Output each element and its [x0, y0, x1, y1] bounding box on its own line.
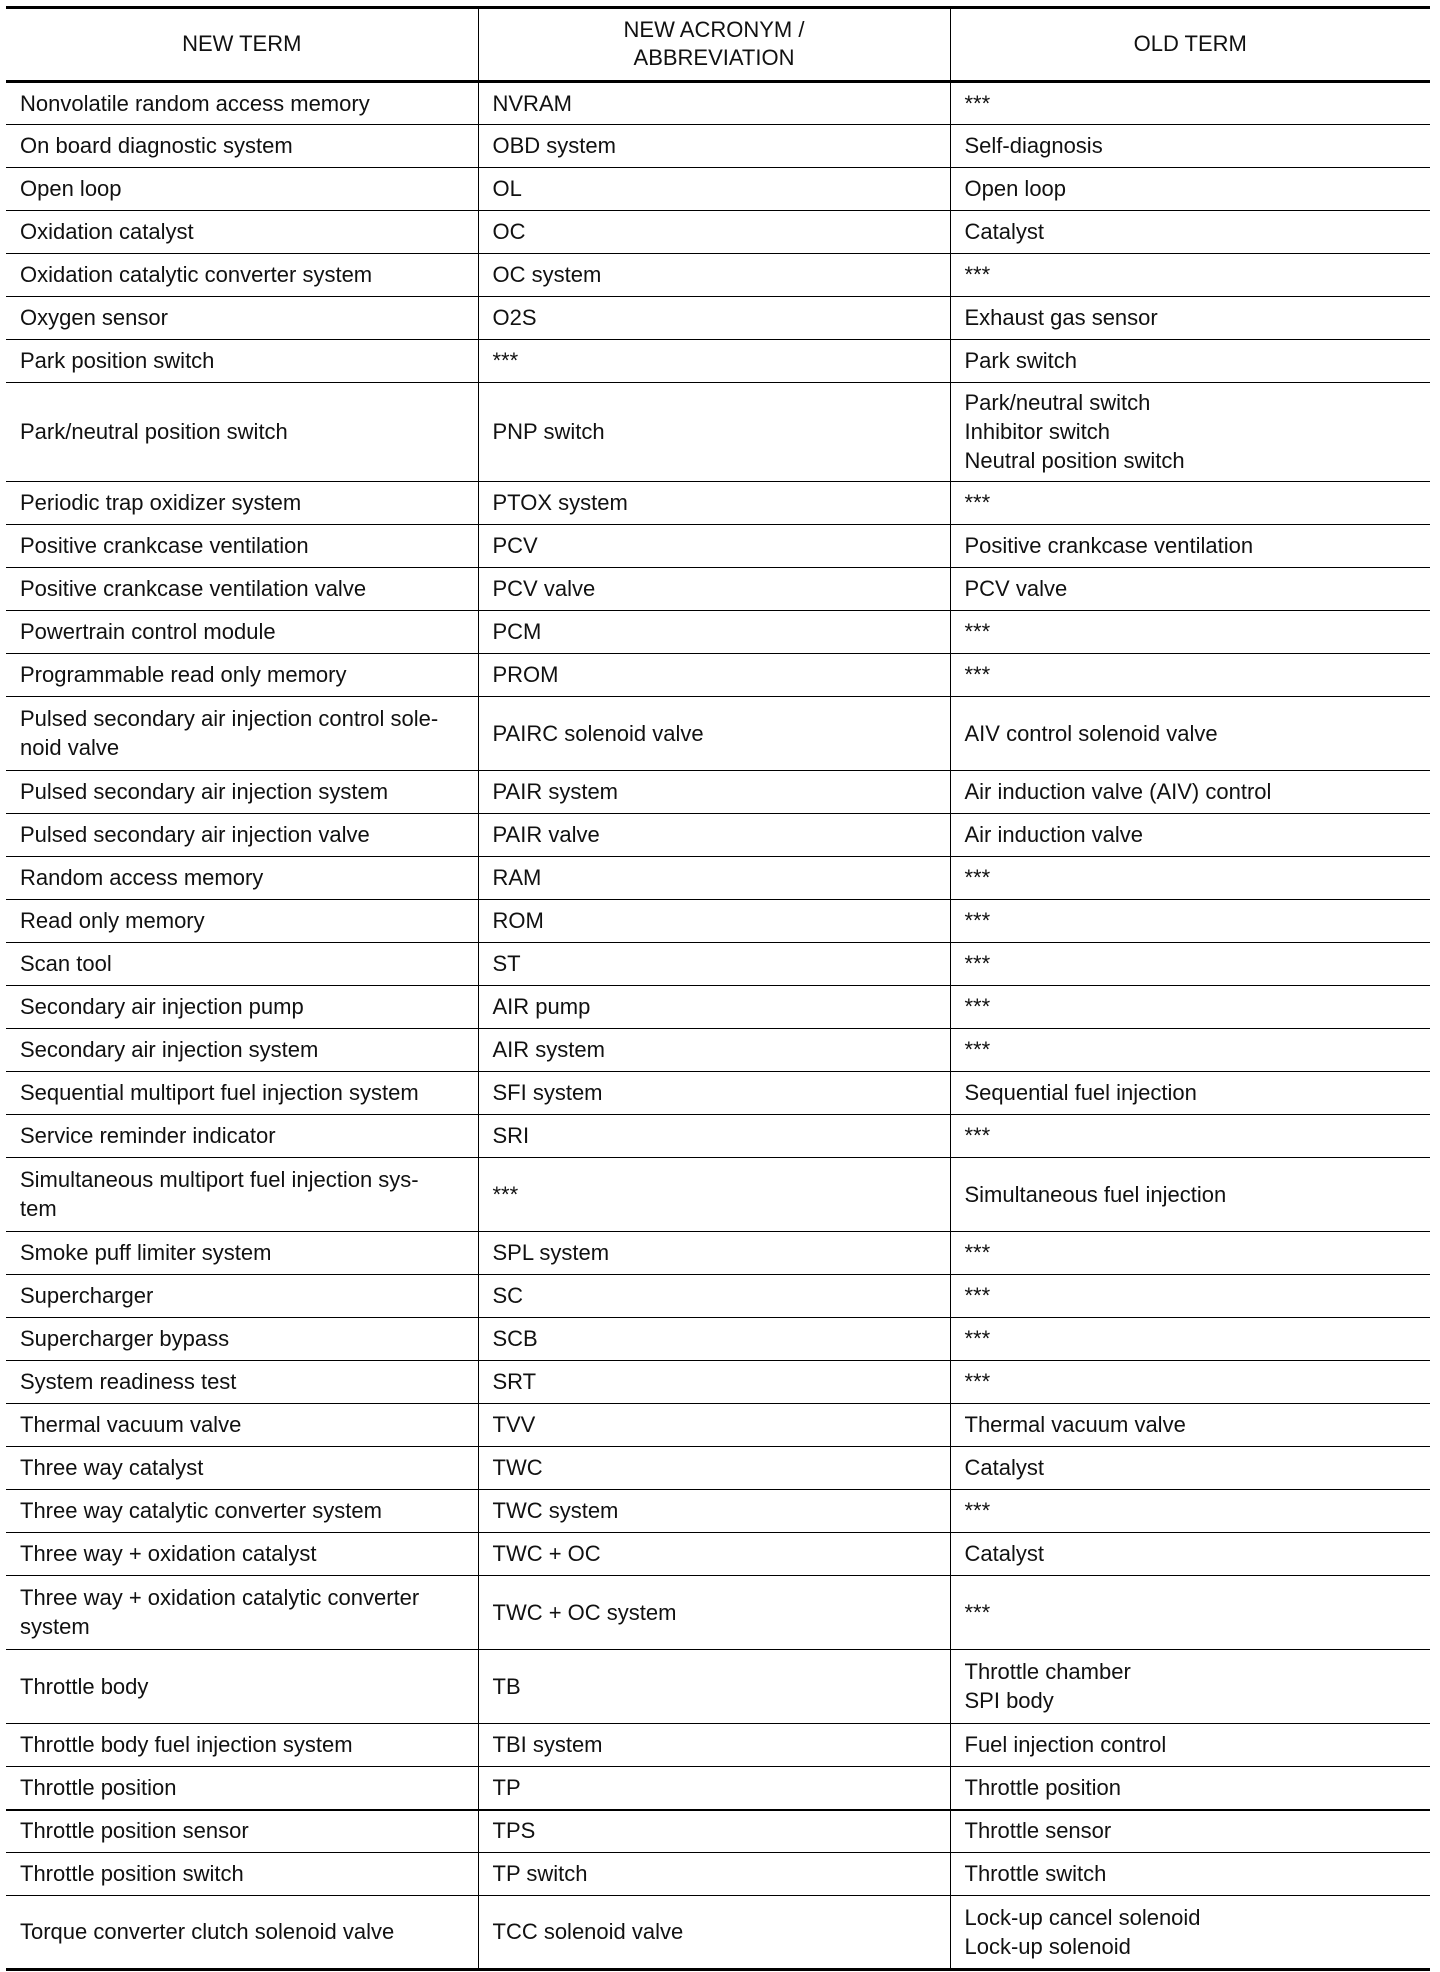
- old-term-cell: Throttle chamber SPI body: [950, 1650, 1430, 1724]
- acronym-cell: SCB: [478, 1318, 950, 1361]
- new-term-cell: Sequential multiport fuel injection system: [6, 1072, 478, 1115]
- new-term-cell: Nonvolatile random access memory: [6, 82, 478, 125]
- acronym-cell: TPS: [478, 1810, 950, 1853]
- acronym-cell: TB: [478, 1650, 950, 1724]
- table-row: [6, 125, 1430, 168]
- header-row: [6, 8, 1430, 82]
- table-row: [6, 1650, 1430, 1724]
- acronym-cell: RAM: [478, 857, 950, 900]
- acronym-cell: PCM: [478, 611, 950, 654]
- table-row: [6, 254, 1430, 297]
- new-term-cell: Powertrain control module: [6, 611, 478, 654]
- table-row: [6, 168, 1430, 211]
- old-term-cell: ***: [950, 1361, 1430, 1404]
- new-term-cell: Pulsed secondary air injection valve: [6, 814, 478, 857]
- old-term-cell: PCV valve: [950, 568, 1430, 611]
- old-term-cell: Simultaneous fuel injection: [950, 1158, 1430, 1232]
- table-header: [6, 8, 1430, 82]
- old-term-cell: ***: [950, 82, 1430, 125]
- new-term-cell: Throttle position switch: [6, 1853, 478, 1896]
- old-term-cell: ***: [950, 943, 1430, 986]
- table-row: [6, 82, 1430, 125]
- table-row: [6, 1853, 1430, 1896]
- acronym-cell: SPL system: [478, 1232, 950, 1275]
- acronym-cell: TP switch: [478, 1853, 950, 1896]
- new-term-cell: Three way catalyst: [6, 1447, 478, 1490]
- table-row: [6, 771, 1430, 814]
- new-term-cell: Pulsed secondary air injection system: [6, 771, 478, 814]
- acronym-cell: ***: [478, 1158, 950, 1232]
- table-row: [6, 1361, 1430, 1404]
- table-row: [6, 1072, 1430, 1115]
- new-term-cell: Service reminder indicator: [6, 1115, 478, 1158]
- table-row: [6, 297, 1430, 340]
- old-term-cell: Exhaust gas sensor: [950, 297, 1430, 340]
- table-row: [6, 1158, 1430, 1232]
- old-term-cell: Catalyst: [950, 1533, 1430, 1576]
- old-term-cell: ***: [950, 1275, 1430, 1318]
- table-row: [6, 1490, 1430, 1533]
- table-row: [6, 1447, 1430, 1490]
- table-row: [6, 211, 1430, 254]
- old-term-cell: ***: [950, 254, 1430, 297]
- acronym-cell: TCC solenoid valve: [478, 1896, 950, 1970]
- header-old-term: OLD TERM: [950, 8, 1430, 82]
- table-row: [6, 525, 1430, 568]
- acronym-cell: PTOX system: [478, 482, 950, 525]
- acronym-cell: SRI: [478, 1115, 950, 1158]
- acronym-cell: AIR system: [478, 1029, 950, 1072]
- new-term-cell: Read only memory: [6, 900, 478, 943]
- terminology-document: [6, 6, 1430, 1971]
- new-term-cell: Throttle body: [6, 1650, 478, 1724]
- table-row: [6, 1318, 1430, 1361]
- new-term-cell: Pulsed secondary air injection control sole- noid valve: [6, 697, 478, 771]
- table-row: [6, 568, 1430, 611]
- acronym-cell: TWC system: [478, 1490, 950, 1533]
- acronym-cell: TBI system: [478, 1724, 950, 1767]
- acronym-cell: TWC + OC: [478, 1533, 950, 1576]
- table-row: [6, 654, 1430, 697]
- old-term-cell: ***: [950, 900, 1430, 943]
- old-term-cell: Throttle switch: [950, 1853, 1430, 1896]
- old-term-cell: Throttle position: [950, 1767, 1430, 1810]
- table-row: [6, 611, 1430, 654]
- new-term-cell: Throttle position: [6, 1767, 478, 1810]
- acronym-cell: SFI system: [478, 1072, 950, 1115]
- table-row: [6, 697, 1430, 771]
- new-term-cell: Positive crankcase ventilation valve: [6, 568, 478, 611]
- old-term-cell: Park/neutral switch Inhibitor switch Neutral position switch: [950, 383, 1430, 482]
- table-row: [6, 900, 1430, 943]
- table-row: [6, 383, 1430, 482]
- new-term-cell: Smoke puff limiter system: [6, 1232, 478, 1275]
- old-term-cell: Self-diagnosis: [950, 125, 1430, 168]
- table-row: [6, 1029, 1430, 1072]
- acronym-cell: OL: [478, 168, 950, 211]
- table-row: [6, 1767, 1430, 1810]
- old-term-cell: ***: [950, 857, 1430, 900]
- new-term-cell: Three way + oxidation catalyst: [6, 1533, 478, 1576]
- old-term-cell: ***: [950, 1029, 1430, 1072]
- old-term-cell: Catalyst: [950, 211, 1430, 254]
- new-term-cell: Random access memory: [6, 857, 478, 900]
- old-term-cell: ***: [950, 611, 1430, 654]
- new-term-cell: Open loop: [6, 168, 478, 211]
- table-row: [6, 1810, 1430, 1853]
- new-term-cell: Throttle body fuel injection system: [6, 1724, 478, 1767]
- old-term-cell: ***: [950, 1318, 1430, 1361]
- new-term-cell: Secondary air injection system: [6, 1029, 478, 1072]
- old-term-cell: Lock-up cancel solenoid Lock-up solenoid: [950, 1896, 1430, 1970]
- acronym-cell: ROM: [478, 900, 950, 943]
- acronym-cell: OC: [478, 211, 950, 254]
- old-term-cell: ***: [950, 1576, 1430, 1650]
- acronym-cell: PAIRC solenoid valve: [478, 697, 950, 771]
- new-term-cell: Three way + oxidation catalytic converter system: [6, 1576, 478, 1650]
- acronym-cell: PCV: [478, 525, 950, 568]
- old-term-cell: Park switch: [950, 340, 1430, 383]
- table-row: [6, 1576, 1430, 1650]
- acronym-cell: PNP switch: [478, 383, 950, 482]
- new-term-cell: Oxygen sensor: [6, 297, 478, 340]
- old-term-cell: Sequential fuel injection: [950, 1072, 1430, 1115]
- acronym-cell: TWC: [478, 1447, 950, 1490]
- acronym-cell: PAIR system: [478, 771, 950, 814]
- new-term-cell: Park/neutral position switch: [6, 383, 478, 482]
- old-term-cell: Air induction valve: [950, 814, 1430, 857]
- header-new-acronym: NEW ACRONYM / ABBREVIATION: [478, 8, 950, 82]
- acronym-cell: OBD system: [478, 125, 950, 168]
- table-row: [6, 1404, 1430, 1447]
- new-term-cell: On board diagnostic system: [6, 125, 478, 168]
- acronym-cell: TWC + OC system: [478, 1576, 950, 1650]
- new-term-cell: System readiness test: [6, 1361, 478, 1404]
- table-row: [6, 482, 1430, 525]
- new-term-cell: Oxidation catalyst: [6, 211, 478, 254]
- old-term-cell: ***: [950, 1115, 1430, 1158]
- acronym-cell: NVRAM: [478, 82, 950, 125]
- new-term-cell: Supercharger: [6, 1275, 478, 1318]
- table-row: [6, 857, 1430, 900]
- table-row: [6, 814, 1430, 857]
- table-row: [6, 1275, 1430, 1318]
- old-term-cell: ***: [950, 1490, 1430, 1533]
- old-term-cell: Open loop: [950, 168, 1430, 211]
- new-term-cell: Throttle position sensor: [6, 1810, 478, 1853]
- new-term-cell: Scan tool: [6, 943, 478, 986]
- old-term-cell: Thermal vacuum valve: [950, 1404, 1430, 1447]
- new-term-cell: Oxidation catalytic converter system: [6, 254, 478, 297]
- acronym-cell: ST: [478, 943, 950, 986]
- new-term-cell: Park position switch: [6, 340, 478, 383]
- acronym-cell: TP: [478, 1767, 950, 1810]
- new-term-cell: Simultaneous multiport fuel injection sys- tem: [6, 1158, 478, 1232]
- acronym-cell: SRT: [478, 1361, 950, 1404]
- table-row: [6, 1724, 1430, 1767]
- header-new-term: NEW TERM: [6, 8, 478, 82]
- old-term-cell: ***: [950, 654, 1430, 697]
- table-row: [6, 943, 1430, 986]
- old-term-cell: Air induction valve (AIV) control: [950, 771, 1430, 814]
- table-row: [6, 1533, 1430, 1576]
- acronym-cell: TVV: [478, 1404, 950, 1447]
- new-term-cell: Secondary air injection pump: [6, 986, 478, 1029]
- table-body: [6, 82, 1430, 1970]
- acronym-cell: OC system: [478, 254, 950, 297]
- old-term-cell: Throttle sensor: [950, 1810, 1430, 1853]
- table-row: [6, 1896, 1430, 1970]
- old-term-cell: AIV control solenoid valve: [950, 697, 1430, 771]
- terminology-table: [6, 6, 1430, 1971]
- new-term-cell: Supercharger bypass: [6, 1318, 478, 1361]
- acronym-cell: SC: [478, 1275, 950, 1318]
- acronym-cell: PAIR valve: [478, 814, 950, 857]
- old-term-cell: Positive crankcase ventilation: [950, 525, 1430, 568]
- acronym-cell: PCV valve: [478, 568, 950, 611]
- old-term-cell: Catalyst: [950, 1447, 1430, 1490]
- new-term-cell: Periodic trap oxidizer system: [6, 482, 478, 525]
- new-term-cell: Torque converter clutch solenoid valve: [6, 1896, 478, 1970]
- new-term-cell: Programmable read only memory: [6, 654, 478, 697]
- table-row: [6, 1232, 1430, 1275]
- table-row: [6, 986, 1430, 1029]
- acronym-cell: PROM: [478, 654, 950, 697]
- old-term-cell: ***: [950, 1232, 1430, 1275]
- acronym-cell: ***: [478, 340, 950, 383]
- acronym-cell: O2S: [478, 297, 950, 340]
- new-term-cell: Positive crankcase ventilation: [6, 525, 478, 568]
- table-row: [6, 1115, 1430, 1158]
- old-term-cell: ***: [950, 482, 1430, 525]
- acronym-cell: AIR pump: [478, 986, 950, 1029]
- table-row: [6, 340, 1430, 383]
- old-term-cell: ***: [950, 986, 1430, 1029]
- new-term-cell: Three way catalytic converter system: [6, 1490, 478, 1533]
- old-term-cell: Fuel injection control: [950, 1724, 1430, 1767]
- new-term-cell: Thermal vacuum valve: [6, 1404, 478, 1447]
